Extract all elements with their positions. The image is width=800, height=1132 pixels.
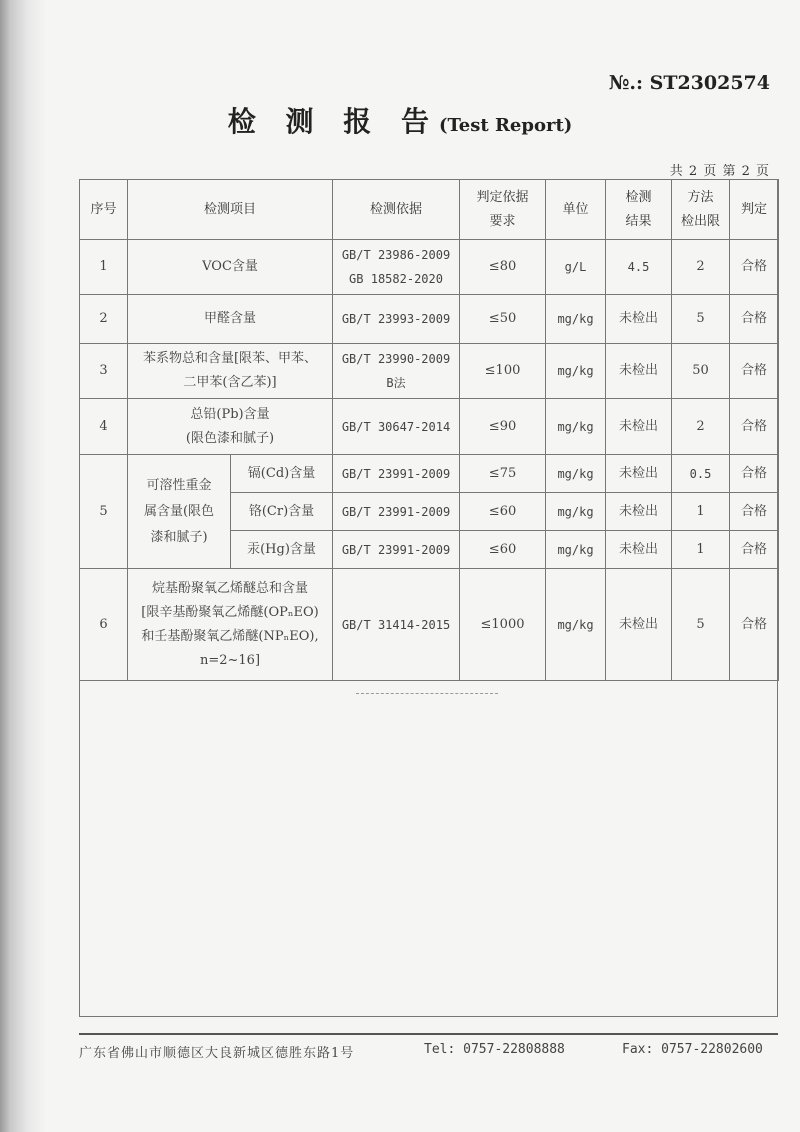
footer-address: 广东省佛山市顺德区大良新城区德胜东路1号: [79, 1046, 355, 1061]
cell-limit: 5: [672, 295, 730, 344]
cell-seq: 2: [80, 295, 128, 344]
cell-unit: mg/kg: [546, 569, 606, 681]
test-results-table: [79, 179, 779, 681]
cell-requirement: ≤75: [460, 455, 546, 493]
cell-judgement: 合格: [730, 455, 779, 493]
cell-result: 未检出: [606, 295, 672, 344]
cell-basis: GB/T 23991-2009: [333, 493, 460, 531]
group-line2: 属含量(限色: [143, 503, 215, 519]
cell-limit: 2: [672, 399, 730, 455]
table-row: [80, 569, 779, 681]
title-chinese: 检 测 报 告: [227, 105, 439, 138]
cell-seq: 5: [80, 455, 128, 569]
cell-limit: 2: [672, 240, 730, 295]
cell-basis: GB/T 23991-2009: [333, 531, 460, 569]
table-row: [80, 399, 779, 455]
cell-judgement: 合格: [730, 569, 779, 681]
cell-result: 4.5: [606, 240, 672, 295]
header-limit-line2: 检出限: [681, 213, 721, 229]
report-number: №.: ST2302574: [608, 72, 770, 94]
table-row: [80, 344, 779, 399]
cell-limit: 50: [672, 344, 730, 399]
cell-limit: 1: [672, 493, 730, 531]
footer-fax: Fax: 0757-22802600: [622, 1042, 763, 1057]
header-limit: [672, 180, 730, 240]
cell-requirement: ≤60: [460, 531, 546, 569]
cell-basis: GB/T 23993-2009: [333, 295, 460, 344]
cell-judgement: 合格: [730, 531, 779, 569]
header-requirement: [460, 180, 546, 240]
item-line2: 二甲苯(含乙苯)]: [183, 375, 277, 390]
page-title: [0, 100, 800, 140]
basis-line1: GB/T 23990-2009: [341, 352, 451, 366]
cell-requirement: ≤50: [460, 295, 546, 344]
header-basis: 检测依据: [333, 180, 460, 240]
cell-judgement: 合格: [730, 240, 779, 295]
cell-item: 铬(Cr)含量: [231, 493, 333, 531]
table-row: [80, 455, 779, 493]
cell-limit: 1: [672, 531, 730, 569]
header-result-line2: 结果: [625, 213, 652, 229]
cell-requirement: ≤1000: [460, 569, 546, 681]
cell-seq: 6: [80, 569, 128, 681]
item-line3: 和壬基酚聚氧乙烯醚(NPₙEO),: [141, 628, 319, 644]
cell-result: 未检出: [606, 344, 672, 399]
cell-requirement: ≤90: [460, 399, 546, 455]
cell-item: 甲醛含量: [128, 295, 333, 344]
cell-seq: 1: [80, 240, 128, 295]
table-row: [80, 240, 779, 295]
header-unit: 单位: [546, 180, 606, 240]
cell-basis: GB/T 23991-2009: [333, 455, 460, 493]
cell-basis: GB/T 30647-2014: [333, 399, 460, 455]
cell-seq: 3: [80, 344, 128, 399]
header-seq: 序号: [80, 180, 128, 240]
footer-telephone: Tel: 0757-22808888: [424, 1042, 565, 1057]
cell-group: [128, 455, 231, 569]
cell-unit: mg/kg: [546, 493, 606, 531]
end-of-table-divider: [356, 693, 498, 694]
cell-basis: [333, 344, 460, 399]
cell-requirement: ≤80: [460, 240, 546, 295]
cell-judgement: 合格: [730, 344, 779, 399]
basis-line1: GB/T 23986-2009: [341, 248, 451, 262]
header-result: [606, 180, 672, 240]
item-line1: 总铅(Pb)含量: [190, 406, 270, 422]
header-req-line1: 判定依据: [476, 189, 529, 205]
group-line3: 漆和腻子): [150, 529, 208, 545]
cell-item: [128, 344, 333, 399]
cell-item: VOC含量: [128, 240, 333, 295]
cell-seq: 4: [80, 399, 128, 455]
cell-result: 未检出: [606, 569, 672, 681]
footer-divider: [79, 1033, 778, 1035]
cell-result: 未检出: [606, 455, 672, 493]
title-english: (Test Report): [438, 115, 573, 136]
header-item: 检测项目: [128, 180, 333, 240]
cell-item: 汞(Hg)含量: [231, 531, 333, 569]
table-row: [80, 295, 779, 344]
cell-unit: mg/kg: [546, 399, 606, 455]
cell-result: 未检出: [606, 493, 672, 531]
cell-unit: mg/kg: [546, 455, 606, 493]
cell-judgement: 合格: [730, 493, 779, 531]
cell-unit: g/L: [546, 240, 606, 295]
scan-shadow: [0, 0, 46, 1132]
cell-unit: mg/kg: [546, 531, 606, 569]
item-line4: n=2~16]: [199, 652, 261, 668]
group-line1: 可溶性重金: [146, 477, 212, 493]
cell-item: [128, 399, 333, 455]
cell-limit: 5: [672, 569, 730, 681]
cell-requirement: ≤100: [460, 344, 546, 399]
cell-requirement: ≤60: [460, 493, 546, 531]
cell-basis: [333, 240, 460, 295]
table-header-row: [80, 180, 779, 240]
cell-limit: 0.5: [672, 455, 730, 493]
basis-line2: B法: [386, 376, 406, 390]
item-line1: 烷基酚聚氧乙烯醚总和含量: [152, 580, 309, 596]
cell-judgement: 合格: [730, 295, 779, 344]
page-counter: 共 2 页 第 2 页: [669, 164, 770, 179]
item-line2: (限色漆和腻子): [185, 430, 275, 446]
item-line2: [限辛基酚聚氧乙烯醚(OPₙEO): [141, 604, 319, 620]
cell-basis: GB/T 31414-2015: [333, 569, 460, 681]
basis-line2: GB 18582-2020: [349, 272, 443, 286]
header-req-line2: 要求: [489, 213, 516, 229]
cell-unit: mg/kg: [546, 295, 606, 344]
header-judgement: 判定: [730, 180, 779, 240]
item-line1: 苯系物总和含量[限苯、甲苯、: [142, 351, 318, 366]
header-result-line1: 检测: [625, 189, 652, 205]
header-limit-line1: 方法: [687, 189, 714, 205]
cell-result: 未检出: [606, 531, 672, 569]
cell-unit: mg/kg: [546, 344, 606, 399]
cell-item: [128, 569, 333, 681]
cell-result: 未检出: [606, 399, 672, 455]
cell-item: 镉(Cd)含量: [231, 455, 333, 493]
cell-judgement: 合格: [730, 399, 779, 455]
